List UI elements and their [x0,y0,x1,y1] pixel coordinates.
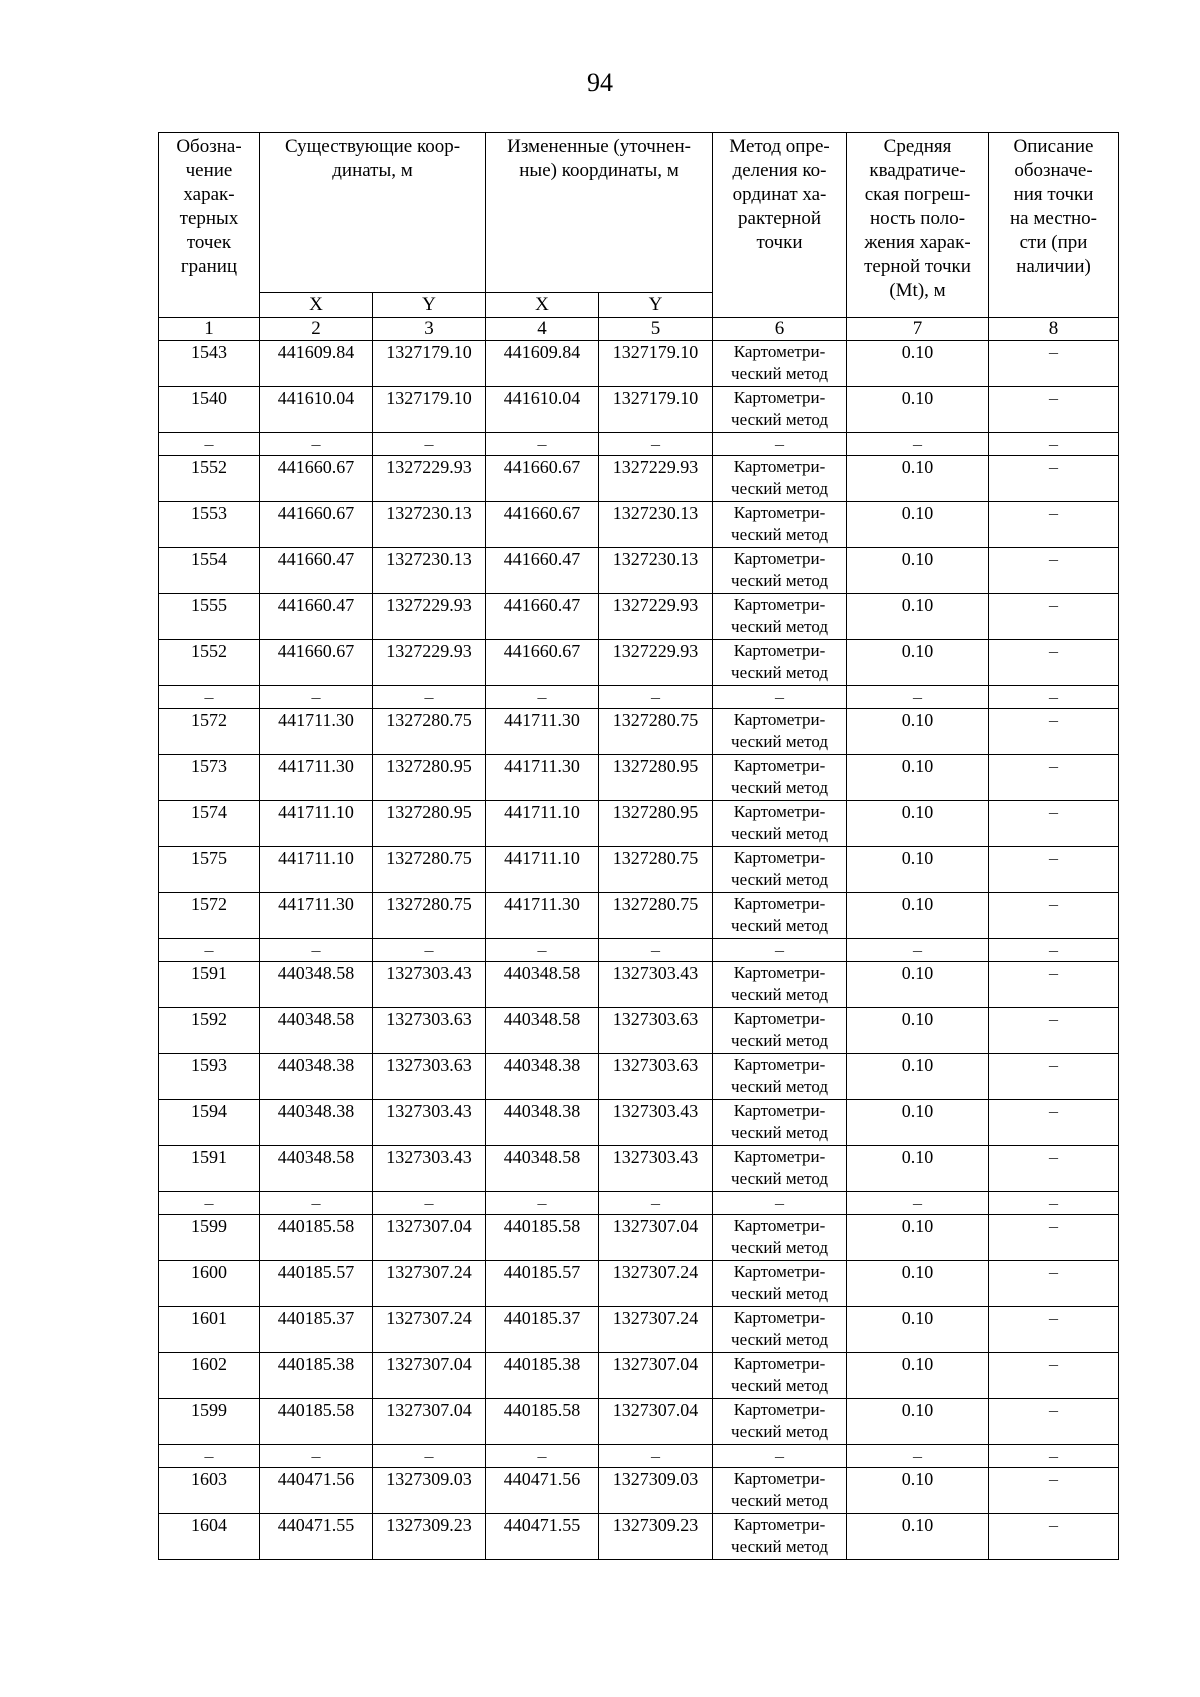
existing-y-cell: 1327303.63 [373,1054,486,1100]
point-id-cell: 1599 [159,1399,260,1445]
header-error: Средняя квадратиче- ская погреш- ность поло- жения харак- терной точки (Mt), м [847,133,989,318]
existing-y-cell: 1327230.13 [373,502,486,548]
error-cell: – [847,433,989,456]
table-row [159,1353,1119,1399]
changed-y-cell: 1327280.95 [599,801,713,847]
existing-y-cell: – [373,686,486,709]
table-row [159,387,1119,433]
header-existing-y: Y [373,293,486,318]
table-row [159,1307,1119,1353]
changed-x-cell: 440185.38 [486,1353,599,1399]
separator-row [159,1192,1119,1215]
error-cell: 0.10 [847,1399,989,1445]
changed-x-cell: – [486,686,599,709]
existing-x-cell: – [260,686,373,709]
existing-y-cell: 1327230.13 [373,548,486,594]
point-id-cell: 1600 [159,1261,260,1307]
changed-y-cell: 1327309.23 [599,1514,713,1560]
table-row [159,1008,1119,1054]
description-cell: – [989,640,1119,686]
description-cell: – [989,548,1119,594]
changed-x-cell: – [486,1192,599,1215]
table-row [159,1514,1119,1560]
method-cell: Картометри- ческий метод [713,548,847,594]
changed-y-cell: 1327303.63 [599,1008,713,1054]
existing-y-cell: 1327303.43 [373,1146,486,1192]
existing-y-cell: 1327309.23 [373,1514,486,1560]
error-cell: 0.10 [847,594,989,640]
changed-x-cell: 440185.58 [486,1399,599,1445]
error-cell: 0.10 [847,1215,989,1261]
changed-y-cell: 1327230.13 [599,548,713,594]
method-cell: – [713,939,847,962]
method-cell: Картометри- ческий метод [713,1468,847,1514]
method-cell: Картометри- ческий метод [713,1146,847,1192]
existing-x-cell: 441609.84 [260,341,373,387]
changed-y-cell: 1327280.75 [599,893,713,939]
existing-x-cell: 440348.58 [260,1146,373,1192]
existing-y-cell: 1327229.93 [373,640,486,686]
header-method: Метод опре- деления ко- ординат ха- рактерной точки [713,133,847,318]
table-row [159,640,1119,686]
point-id-cell: 1603 [159,1468,260,1514]
existing-y-cell: 1327179.10 [373,387,486,433]
changed-x-cell: 440348.38 [486,1100,599,1146]
existing-y-cell: 1327280.75 [373,709,486,755]
existing-x-cell: 441711.10 [260,847,373,893]
changed-x-cell: 441711.30 [486,893,599,939]
point-id-cell: 1543 [159,341,260,387]
changed-x-cell: 441711.10 [486,847,599,893]
changed-x-cell: 440185.58 [486,1215,599,1261]
existing-x-cell: – [260,1445,373,1468]
changed-y-cell: 1327229.93 [599,456,713,502]
point-id-cell: 1553 [159,502,260,548]
description-cell: – [989,1399,1119,1445]
column-number: 6 [713,318,847,341]
existing-y-cell: 1327309.03 [373,1468,486,1514]
point-id-cell: 1591 [159,1146,260,1192]
point-id-cell: 1555 [159,594,260,640]
table-row [159,1054,1119,1100]
method-cell: Картометри- ческий метод [713,1261,847,1307]
column-number: 4 [486,318,599,341]
table-row [159,1261,1119,1307]
existing-x-cell: 440471.55 [260,1514,373,1560]
column-number: 3 [373,318,486,341]
table-row [159,341,1119,387]
table-row [159,847,1119,893]
error-cell: 0.10 [847,341,989,387]
description-cell: – [989,962,1119,1008]
method-cell: Картометри- ческий метод [713,893,847,939]
method-cell: Картометри- ческий метод [713,1307,847,1353]
existing-x-cell: 441660.67 [260,640,373,686]
changed-x-cell: – [486,433,599,456]
changed-y-cell: 1327303.43 [599,962,713,1008]
changed-y-cell: 1327179.10 [599,341,713,387]
description-cell: – [989,1192,1119,1215]
separator-row [159,686,1119,709]
error-cell: 0.10 [847,893,989,939]
error-cell: 0.10 [847,1261,989,1307]
point-id-cell: – [159,1192,260,1215]
existing-x-cell: 441660.47 [260,594,373,640]
description-cell: – [989,1054,1119,1100]
existing-y-cell: 1327179.10 [373,341,486,387]
table-row [159,1100,1119,1146]
description-cell: – [989,847,1119,893]
point-id-cell: 1574 [159,801,260,847]
existing-y-cell: 1327303.43 [373,1100,486,1146]
separator-row [159,939,1119,962]
method-cell: Картометри- ческий метод [713,594,847,640]
separator-row [159,433,1119,456]
existing-y-cell: 1327229.93 [373,594,486,640]
description-cell: – [989,709,1119,755]
changed-x-cell: 441660.47 [486,594,599,640]
changed-y-cell: 1327280.75 [599,847,713,893]
method-cell: – [713,1445,847,1468]
changed-x-cell: 440348.58 [486,962,599,1008]
error-cell: 0.10 [847,1054,989,1100]
method-cell: Картометри- ческий метод [713,1514,847,1560]
existing-x-cell: 441660.47 [260,548,373,594]
existing-x-cell: 440185.37 [260,1307,373,1353]
description-cell: – [989,387,1119,433]
changed-x-cell: 441610.04 [486,387,599,433]
method-cell: Картометри- ческий метод [713,801,847,847]
changed-x-cell: 440471.56 [486,1468,599,1514]
changed-y-cell: 1327280.95 [599,755,713,801]
table-row [159,1399,1119,1445]
description-cell: – [989,1445,1119,1468]
table-row [159,1468,1119,1514]
error-cell: 0.10 [847,1353,989,1399]
changed-y-cell: – [599,1192,713,1215]
header-existing-coords: Существующие коор- динаты, м [260,133,486,293]
point-id-cell: 1594 [159,1100,260,1146]
error-cell: 0.10 [847,1468,989,1514]
existing-x-cell: 441610.04 [260,387,373,433]
table-row [159,1146,1119,1192]
existing-y-cell: 1327307.04 [373,1215,486,1261]
changed-x-cell: 440348.38 [486,1054,599,1100]
error-cell: 0.10 [847,847,989,893]
existing-x-cell: – [260,1192,373,1215]
point-id-cell: – [159,939,260,962]
existing-y-cell: 1327307.24 [373,1307,486,1353]
header-changed-y: Y [599,293,713,318]
existing-x-cell: 441711.30 [260,893,373,939]
description-cell: – [989,433,1119,456]
existing-y-cell: 1327303.63 [373,1008,486,1054]
table-header [159,133,1119,341]
point-id-cell: 1572 [159,893,260,939]
method-cell: Картометри- ческий метод [713,847,847,893]
header-existing-x: X [260,293,373,318]
description-cell: – [989,686,1119,709]
existing-x-cell: 441711.10 [260,801,373,847]
changed-x-cell: 441660.67 [486,502,599,548]
changed-x-cell: 441660.67 [486,456,599,502]
error-cell: 0.10 [847,1307,989,1353]
column-number: 8 [989,318,1119,341]
description-cell: – [989,893,1119,939]
error-cell: 0.10 [847,801,989,847]
method-cell: Картометри- ческий метод [713,1054,847,1100]
changed-y-cell: 1327307.04 [599,1215,713,1261]
changed-x-cell: 440471.55 [486,1514,599,1560]
point-id-cell: 1592 [159,1008,260,1054]
existing-x-cell: – [260,433,373,456]
error-cell: – [847,1192,989,1215]
existing-x-cell: 441660.67 [260,502,373,548]
changed-y-cell: – [599,433,713,456]
description-cell: – [989,1261,1119,1307]
existing-y-cell: – [373,939,486,962]
error-cell: – [847,686,989,709]
column-number: 5 [599,318,713,341]
error-cell: 0.10 [847,502,989,548]
point-id-cell: 1591 [159,962,260,1008]
changed-y-cell: 1327303.43 [599,1100,713,1146]
description-cell: – [989,801,1119,847]
error-cell: 0.10 [847,709,989,755]
method-cell: Картометри- ческий метод [713,1008,847,1054]
point-id-cell: 1552 [159,456,260,502]
changed-x-cell: 441711.30 [486,709,599,755]
existing-x-cell: 441711.30 [260,755,373,801]
error-cell: 0.10 [847,755,989,801]
description-cell: – [989,1215,1119,1261]
existing-y-cell: 1327307.24 [373,1261,486,1307]
existing-x-cell: 440348.38 [260,1100,373,1146]
existing-y-cell: 1327280.75 [373,893,486,939]
error-cell: – [847,1445,989,1468]
description-cell: – [989,1353,1119,1399]
method-cell: Картометри- ческий метод [713,962,847,1008]
description-cell: – [989,1514,1119,1560]
changed-x-cell: 441711.30 [486,755,599,801]
method-cell: – [713,686,847,709]
method-cell: – [713,1192,847,1215]
point-id-cell: 1573 [159,755,260,801]
existing-x-cell: 440348.58 [260,962,373,1008]
existing-x-cell: 440348.38 [260,1054,373,1100]
changed-y-cell: 1327303.43 [599,1146,713,1192]
point-id-cell: 1601 [159,1307,260,1353]
table-row [159,548,1119,594]
changed-y-cell: – [599,939,713,962]
changed-x-cell: – [486,939,599,962]
table-row [159,1215,1119,1261]
table-row [159,502,1119,548]
point-id-cell: 1599 [159,1215,260,1261]
changed-y-cell: 1327309.03 [599,1468,713,1514]
changed-y-cell: 1327229.93 [599,640,713,686]
table-row [159,893,1119,939]
point-id-cell: 1552 [159,640,260,686]
column-number: 1 [159,318,260,341]
changed-x-cell: 441660.67 [486,640,599,686]
changed-y-cell: – [599,1445,713,1468]
existing-y-cell: 1327307.04 [373,1399,486,1445]
point-id-cell: 1604 [159,1514,260,1560]
method-cell: Картометри- ческий метод [713,1353,847,1399]
error-cell: 0.10 [847,1008,989,1054]
error-cell: 0.10 [847,962,989,1008]
description-cell: – [989,502,1119,548]
separator-row [159,1445,1119,1468]
changed-x-cell: 441711.10 [486,801,599,847]
changed-x-cell: 441660.47 [486,548,599,594]
changed-x-cell: 440185.57 [486,1261,599,1307]
changed-y-cell: 1327307.04 [599,1353,713,1399]
existing-x-cell: 440185.38 [260,1353,373,1399]
existing-y-cell: 1327280.75 [373,847,486,893]
description-cell: – [989,341,1119,387]
coordinates-table [158,132,1119,1560]
point-id-cell: 1572 [159,709,260,755]
changed-y-cell: 1327303.63 [599,1054,713,1100]
changed-x-cell: 440185.37 [486,1307,599,1353]
method-cell: Картометри- ческий метод [713,502,847,548]
changed-y-cell: – [599,686,713,709]
method-cell: Картометри- ческий метод [713,709,847,755]
method-cell: Картометри- ческий метод [713,456,847,502]
method-cell: Картометри- ческий метод [713,341,847,387]
method-cell: Картометри- ческий метод [713,1215,847,1261]
existing-x-cell: 440185.58 [260,1399,373,1445]
table-row [159,456,1119,502]
point-id-cell: 1602 [159,1353,260,1399]
description-cell: – [989,1468,1119,1514]
page-number: 94 [587,68,613,97]
existing-y-cell: – [373,1192,486,1215]
existing-y-cell: – [373,433,486,456]
description-cell: – [989,1146,1119,1192]
existing-y-cell: 1327307.04 [373,1353,486,1399]
table-body [159,341,1119,1560]
existing-x-cell: 441711.30 [260,709,373,755]
column-number: 2 [260,318,373,341]
column-numbers-row [159,318,1119,341]
changed-x-cell: 440348.58 [486,1146,599,1192]
changed-y-cell: 1327280.75 [599,709,713,755]
method-cell: – [713,433,847,456]
description-cell: – [989,755,1119,801]
existing-x-cell: 440185.57 [260,1261,373,1307]
error-cell: 0.10 [847,456,989,502]
existing-x-cell: 441660.67 [260,456,373,502]
existing-y-cell: 1327303.43 [373,962,486,1008]
error-cell: – [847,939,989,962]
point-id-cell: 1575 [159,847,260,893]
table-row [159,594,1119,640]
header-changed-x: X [486,293,599,318]
error-cell: 0.10 [847,548,989,594]
changed-x-cell: 440348.58 [486,1008,599,1054]
existing-y-cell: 1327280.95 [373,755,486,801]
error-cell: 0.10 [847,1100,989,1146]
existing-y-cell: 1327229.93 [373,456,486,502]
table-row [159,801,1119,847]
point-id-cell: – [159,1445,260,1468]
point-id-cell: 1593 [159,1054,260,1100]
changed-y-cell: 1327307.24 [599,1261,713,1307]
method-cell: Картометри- ческий метод [713,387,847,433]
table-row [159,755,1119,801]
header-designation: Обозна- чение харак- терных точек границ [159,133,260,318]
table-row [159,962,1119,1008]
method-cell: Картометри- ческий метод [713,755,847,801]
point-id-cell: – [159,686,260,709]
description-cell: – [989,1307,1119,1353]
point-id-cell: – [159,433,260,456]
table-row [159,709,1119,755]
existing-y-cell: – [373,1445,486,1468]
changed-y-cell: 1327179.10 [599,387,713,433]
method-cell: Картометри- ческий метод [713,640,847,686]
error-cell: 0.10 [847,1514,989,1560]
changed-y-cell: 1327307.04 [599,1399,713,1445]
description-cell: – [989,1100,1119,1146]
point-id-cell: 1554 [159,548,260,594]
changed-x-cell: – [486,1445,599,1468]
changed-y-cell: 1327307.24 [599,1307,713,1353]
existing-y-cell: 1327280.95 [373,801,486,847]
existing-x-cell: – [260,939,373,962]
error-cell: 0.10 [847,640,989,686]
description-cell: – [989,456,1119,502]
header-description: Описание обозначе- ния точки на местно- сти (при наличии) [989,133,1119,318]
existing-x-cell: 440185.58 [260,1215,373,1261]
changed-y-cell: 1327229.93 [599,594,713,640]
changed-x-cell: 441609.84 [486,341,599,387]
error-cell: 0.10 [847,387,989,433]
header-changed-coords: Измененные (уточнен- ные) координаты, м [486,133,713,293]
method-cell: Картометри- ческий метод [713,1100,847,1146]
description-cell: – [989,939,1119,962]
existing-x-cell: 440348.58 [260,1008,373,1054]
existing-x-cell: 440471.56 [260,1468,373,1514]
error-cell: 0.10 [847,1146,989,1192]
changed-y-cell: 1327230.13 [599,502,713,548]
point-id-cell: 1540 [159,387,260,433]
method-cell: Картометри- ческий метод [713,1399,847,1445]
column-number: 7 [847,318,989,341]
description-cell: – [989,1008,1119,1054]
description-cell: – [989,594,1119,640]
